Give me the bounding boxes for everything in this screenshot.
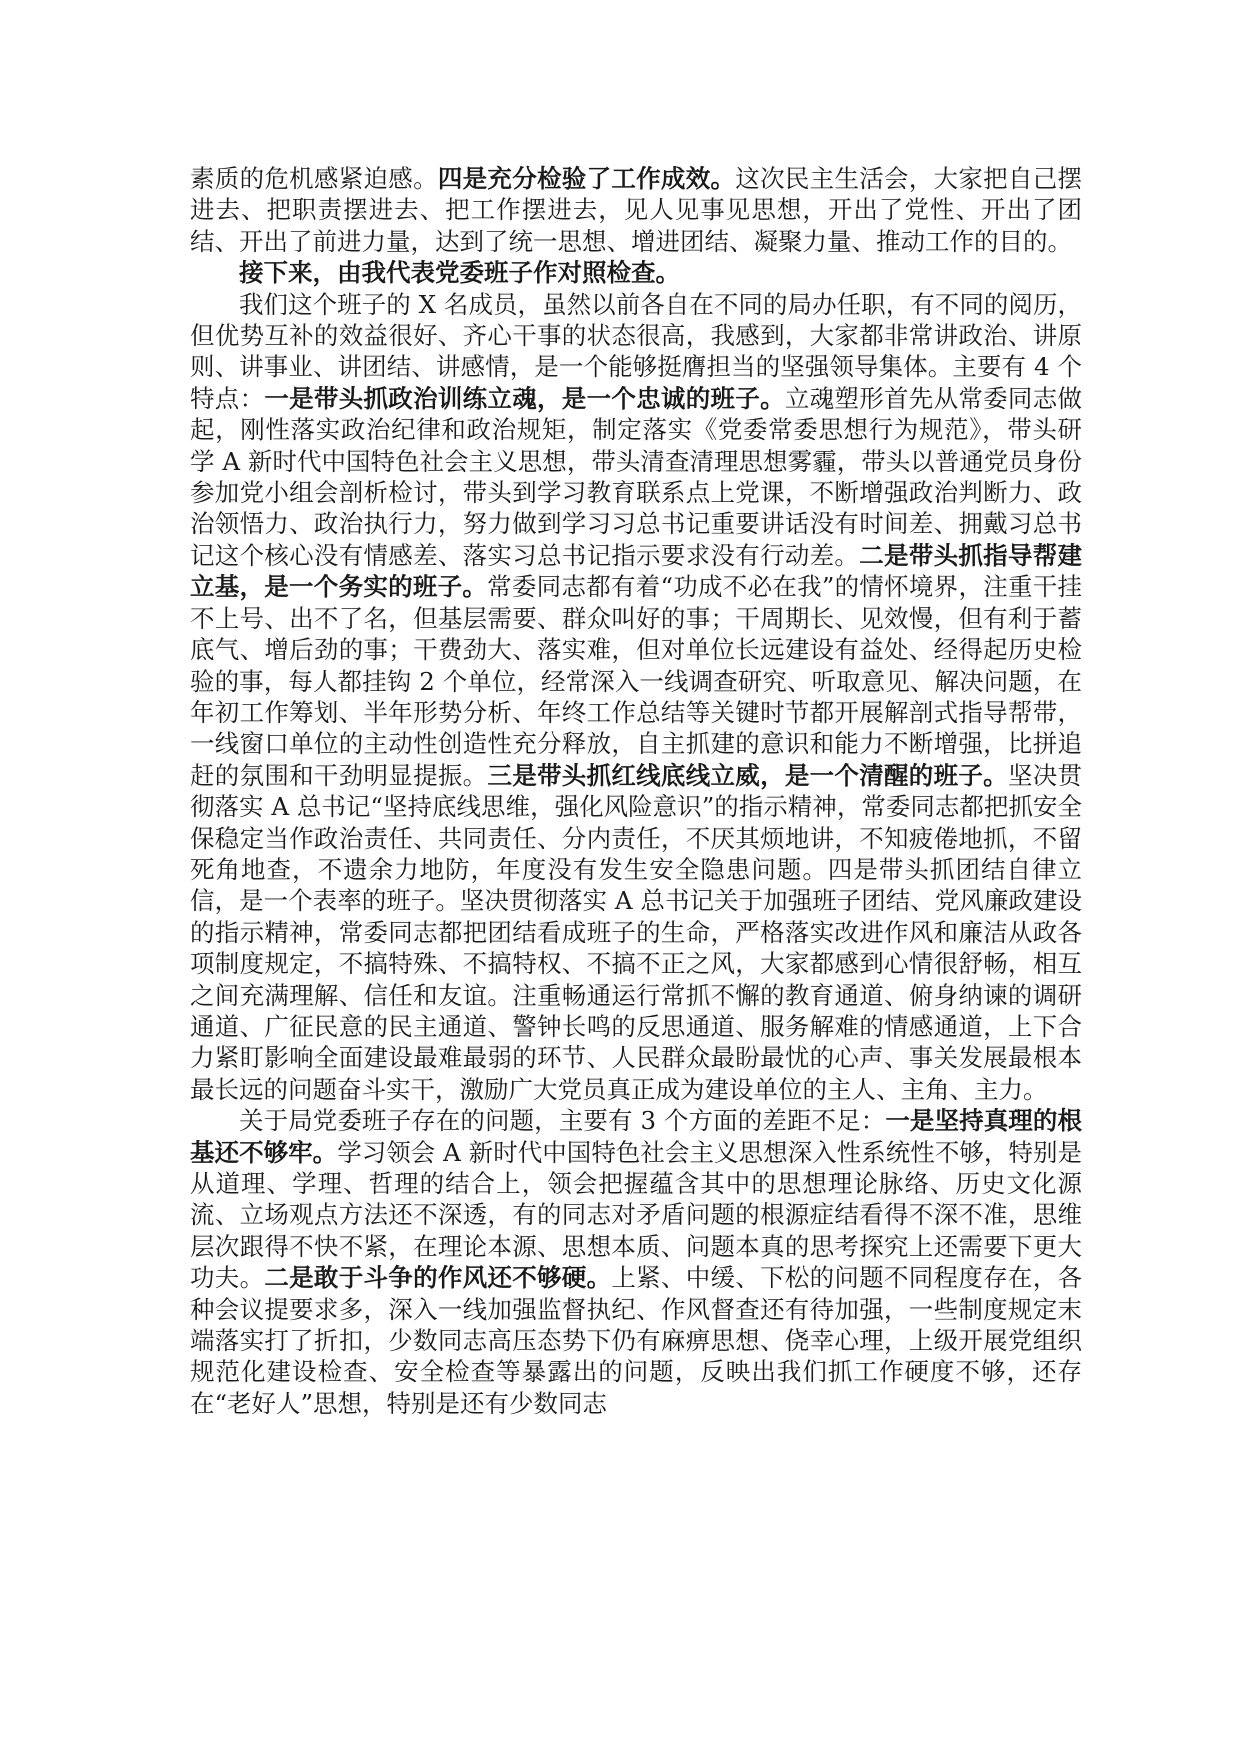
bold-heading: 二是带头抓指导帮建立基，是一个务实的班子。 (190, 540, 1083, 602)
bold-heading: 接下来，由我代表党委班子作对照检查。 (239, 258, 680, 288)
text-segment: 这次民主生活会，大家把自己摆进去、把职责摆进去、把工作摆进去，见人见事见思想，开出了党性、开出了团结、开出了前进力量，达到了统一思想、增进团结、凝聚力量、推动工作的目的。 (190, 164, 1083, 256)
bold-heading: 一是带头抓政治训练立魂，是一个忠诚的班子。 (264, 383, 785, 413)
bold-heading: 一是坚持真理的根基还不够牢。 (190, 1106, 1082, 1167)
bold-heading: 三是带头抓红线底线立威，是一个清醒的班子。 (487, 760, 1008, 790)
bold-heading: 四是充分检验了工作成效。 (437, 164, 736, 193)
paragraph-1 (190, 163, 1082, 257)
text-segment: 我们这个班子的 X 名成员，虽然以前各自在不同的局办任职，有不同的阅历，但优势互补的效益很好、齐心干事的状态很高，我感到，大家都非常讲政治、讲原则、讲事业、讲团结、讲感情，是一个能够挺膺担当的坚强领导集体。主要有 4 个特点： (190, 289, 1082, 413)
text-segment: 常委同志都有着“功成不必在我”的情怀境界，注重干挂不上号、出不了名，但基层需要、群众叫好的事；干周期长、见效慢，但有利于蓄底气、增后劲的事；干费劲大、落实难，但对单位长远建设有益处、经得起历史检验的事，每人都挂钩 2 个单位，经常深入一线调查研究、听取意见、解决问题，在年初工作筹划、半年形势分析、年终工作总结等关键时节都开展解剖式指导帮带，一线窗口单位的主动性创造性充分释放，自主抓建的意识和能力不断增强，比拼追赶的氛围和干劲明显提振。 (190, 572, 1082, 790)
text-segment: 关于局党委班子存在的问题，主要有 3 个方面的差距不足： (239, 1106, 886, 1136)
bold-heading: 二是敢于斗争的作风还不够硬。 (264, 1263, 612, 1293)
text-segment: 坚决贯彻落实 A 总书记“坚持底线思维，强化风险意识”的指示精神，常委同志都把抓安全保稳定当作政治责任、共同责任、分内责任，不厌其烦地讲，不知疲倦地抓，不留死角地查，不遗余力地防，年度没有发生安全隐患问题。四是带头抓团结自律立信，是一个表率的班子。坚决贯彻落实 A 总书记关于加强班子团结、党风廉政建设的指示精神，常委同志都把团结看成班子的生命，严格落实改进作风和廉洁从政各项制度规定，不搞特殊、不搞特权、不搞不正之风，大家都感到心情很舒畅，相互之间充满理解、信任和友谊。注重畅通运行常抓不懈的教育通道、俯身纳谏的调研通道、广征民意的民主通道、警钟长鸣的反思通道、服务解难的情感通道，上下合力紧盯影响全面建设最难最弱的环节、人民群众最盼最忧的心声、事关发展最根本最长远的问题奋斗实干，激励广大党员真正成为建设单位的主人、主角、主力。 (190, 760, 1083, 1104)
paragraph-3 (190, 289, 1082, 1106)
text-segment: 学习领会 A 新时代中国特色社会主义思想深入性系统性不够，特别是从道理、学理、哲理的结合上，领会把握蕴含其中的思想理论脉络、历史文化源流、立场观点方法还不深透，有的同志对矛盾问题的根源症结看得不深不准，思维层次跟得不快不紧，在理论本源、思想本质、问题本真的思考探究上还需要下更大功夫。 (190, 1137, 1082, 1293)
text-segment: 素质的危机感紧迫感。 (190, 164, 438, 193)
document-page (190, 163, 1082, 1419)
text-segment: 上紧、中缓、下松的问题不同程度存在，各种会议提要求多，深入一线加强监督执纪、作风督查还有待加强，一些制度规定末端落实打了折扣，少数同志高压态势下仍有麻痹思想、侥幸心理，上级开展党组织规范化建设检查、安全检查等暴露出的问题，反映出我们抓工作硬度不够，还存在“老好人”思想，特别是还有少数同志 (190, 1263, 1083, 1418)
paragraph-4 (190, 1105, 1082, 1419)
text-segment: 立魂塑形首先从常委同志做起，刚性落实政治纪律和政治规矩，制定落实《党委常委思想行为规范》，带头研学 A 新时代中国特色社会主义思想，带头清查清理思想雾霾，带头以普通党员身份参加党小组会剖析检讨，带头到学习教育联系点上党课，不断增强政治判断力、政治领悟力、政治执行力，努力做到学习习总书记重要讲话没有时间差、拥戴习总书记这个核心没有情感差、落实习总书记指示要求没有行动差。 (190, 383, 1083, 570)
paragraph-2 (190, 257, 1082, 288)
